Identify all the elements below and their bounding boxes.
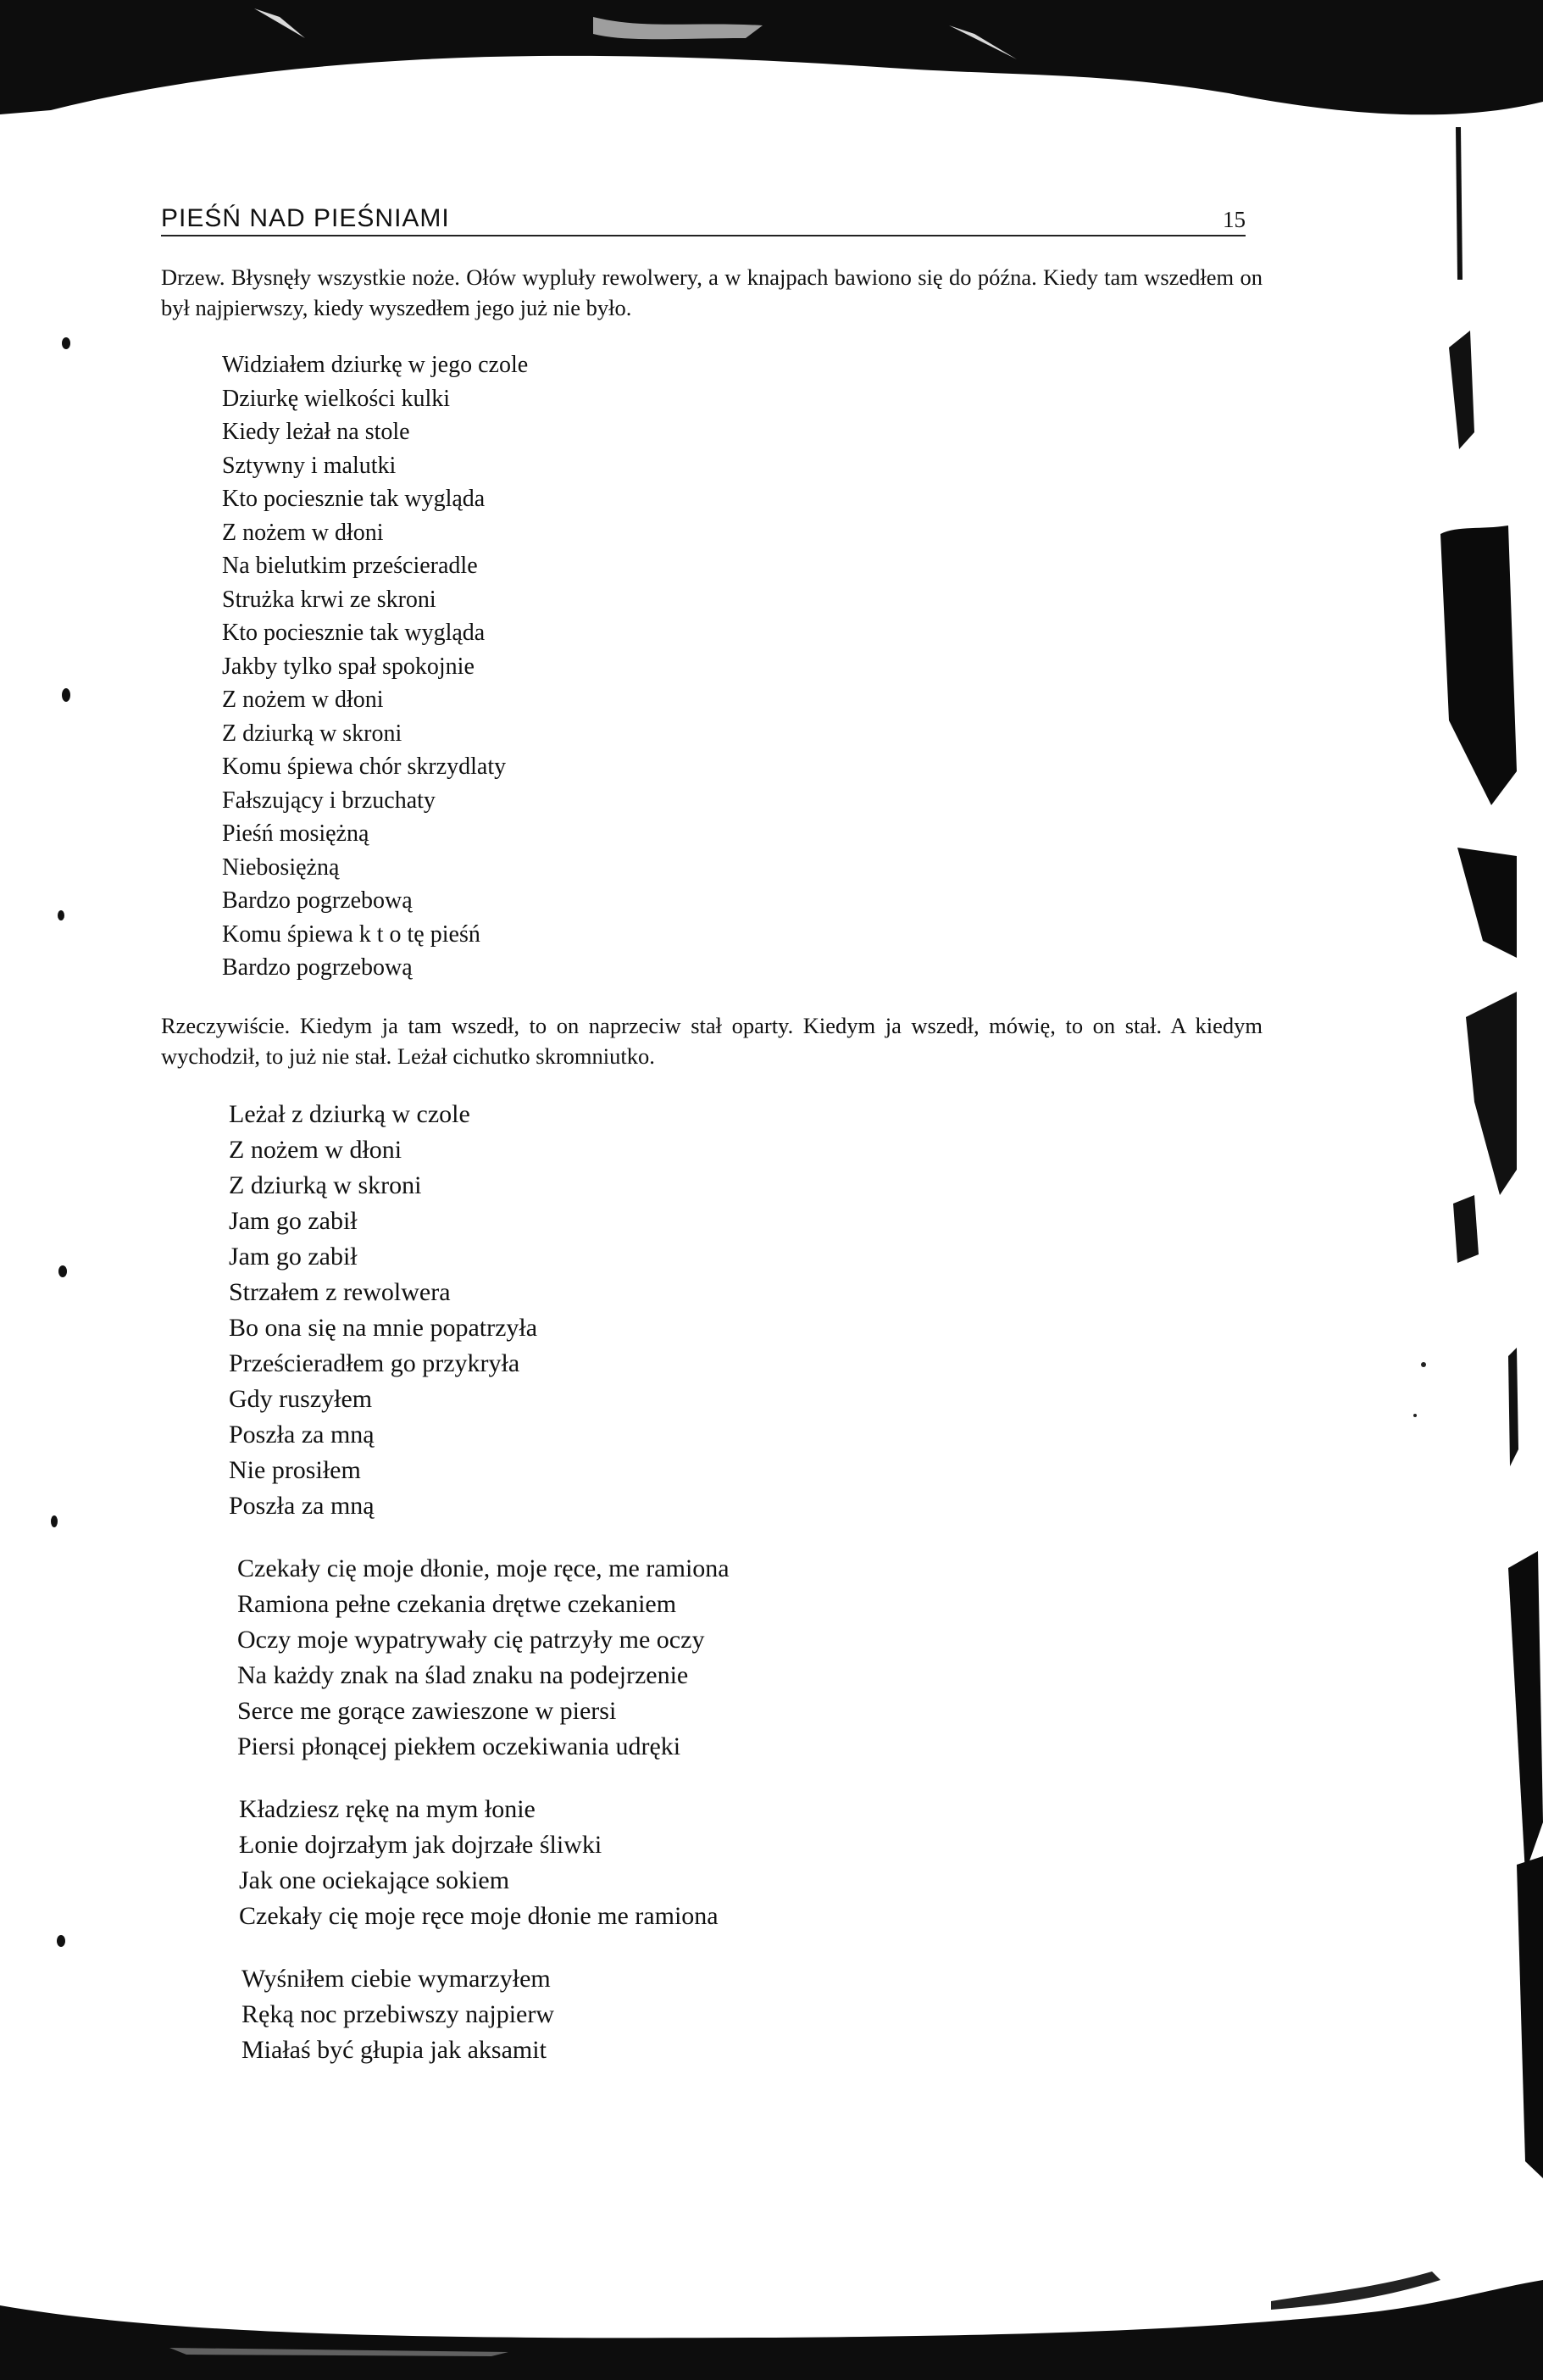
verse-line: Jakby tylko spał spokojnie <box>222 653 475 680</box>
stanza-5 <box>241 1961 1305 2068</box>
verse-line: Widziałem dziurkę w jego czole <box>222 352 529 378</box>
verse-line: Kładziesz rękę na mym łonie <box>239 1794 536 1823</box>
verse-line: Strzałem z rewolwera <box>229 1277 451 1306</box>
verse-line: Jam go zabił <box>229 1206 358 1235</box>
prose-paragraph-1: Drzew. Błysnęły wszystkie noże. Ołów wypluły rewolwery, a w knajpach bawiono się do późna. Kiedy tam wszedłem on był najpierwszy, kiedy wyszedłem jego już nie było. <box>161 264 1263 320</box>
verse-line: Łonie dojrzałym jak dojrzałe śliwki <box>239 1830 602 1859</box>
verse-line: Serce me gorące zawieszone w piersi <box>237 1696 617 1725</box>
verse-line: Pieśń mosiężną <box>222 820 369 847</box>
running-head <box>161 191 1246 236</box>
running-title: PIEŚŃ NAD PIEŚNIAMI <box>161 204 450 232</box>
verse-line: Z dziurką w skroni <box>222 720 402 747</box>
stanza-1 <box>222 348 1305 985</box>
verse-line: Miałaś być głupia jak aksamit <box>241 2035 547 2064</box>
verse-line: Z nożem w dłoni <box>222 687 384 713</box>
verse-line: Kiedy leżał na stole <box>222 419 410 445</box>
scan-shadow-top <box>0 0 1543 119</box>
stanza-2 <box>229 1097 1305 1524</box>
verse-line: Sztywny i malutki <box>222 452 397 479</box>
verse-line: Jam go zabił <box>229 1242 358 1271</box>
verse-line: Ręką noc przebiwszy najpierw <box>241 1999 555 2028</box>
verse-line: Komu śpiewa k t o tę pieśń <box>222 920 480 948</box>
scan-dots-left <box>0 127 93 2204</box>
page-number: 15 <box>1223 207 1246 232</box>
verse-line: Oczy moje wypatrywały cię patrzyły me oczy <box>237 1625 705 1654</box>
verse-line: Z nożem w dłoni <box>222 519 384 546</box>
book-page <box>161 191 1305 2068</box>
verse-line: Niebosiężną <box>222 854 340 881</box>
verse-line: Prześcieradłem go przykryła <box>229 1348 520 1377</box>
verse-line: Nie prosiłem <box>229 1455 361 1484</box>
verse-line: Gdy ruszyłem <box>229 1384 373 1413</box>
verse-line: Wyśniłem ciebie wymarzyłem <box>241 1964 551 1993</box>
verse-line: Bo ona się na mnie popatrzyła <box>229 1313 538 1342</box>
verse-line: Na każdy znak na ślad znaku na podejrzenie <box>237 1660 689 1689</box>
verse-line: Jak one ociekające sokiem <box>239 1866 510 1894</box>
scan-shadow-right <box>1390 127 1543 2246</box>
verse-line: Leżał z dziurką w czole <box>229 1099 470 1128</box>
verse-line: Bardzo pogrzebową <box>222 887 413 914</box>
prose-paragraph-2: Rzeczywiście. Kiedym ja tam wszedł, to on naprzeciw stał oparty. Kiedym ja wszedł, mówię, to on stał. A kiedym wychodził, to już nie stał. Leżał cichutko skromniutko. <box>161 1012 1263 1069</box>
verse-line: Strużka krwi ze skroni <box>222 586 436 613</box>
verse-line: Czekały cię moje dłonie, moje ręce, me ramiona <box>237 1554 730 1582</box>
verse-line: Z dziurką w skroni <box>229 1171 422 1199</box>
verse-line: Ramiona pełne czekania drętwe czekaniem <box>237 1589 677 1618</box>
verse-line: Czekały cię moje ręce moje dłonie me ramiona <box>239 1901 719 1930</box>
stanza-3 <box>237 1551 1305 1765</box>
verse-line: Fałszujący i brzuchaty <box>222 787 436 814</box>
stanza-4 <box>239 1792 1305 1934</box>
scan-shadow-bottom <box>0 2255 1543 2380</box>
verse-line: Poszła za mną <box>229 1491 375 1520</box>
verse-line: Kto pociesznie tak wygląda <box>222 486 486 512</box>
verse-line: Bardzo pogrzebową <box>222 954 413 981</box>
verse-line: Komu śpiewa chór skrzydlaty <box>222 753 507 780</box>
verse-line: Z nożem w dłoni <box>229 1135 402 1164</box>
verse-line: Dziurkę wielkości kulki <box>222 385 451 412</box>
verse-line: Kto pociesznie tak wygląda <box>222 620 486 646</box>
verse-line: Piersi płonącej piekłem oczekiwania udręki <box>237 1732 681 1760</box>
verse-line: Poszła za mną <box>229 1420 375 1449</box>
verse-line: Na bielutkim prześcieradle <box>222 553 478 579</box>
